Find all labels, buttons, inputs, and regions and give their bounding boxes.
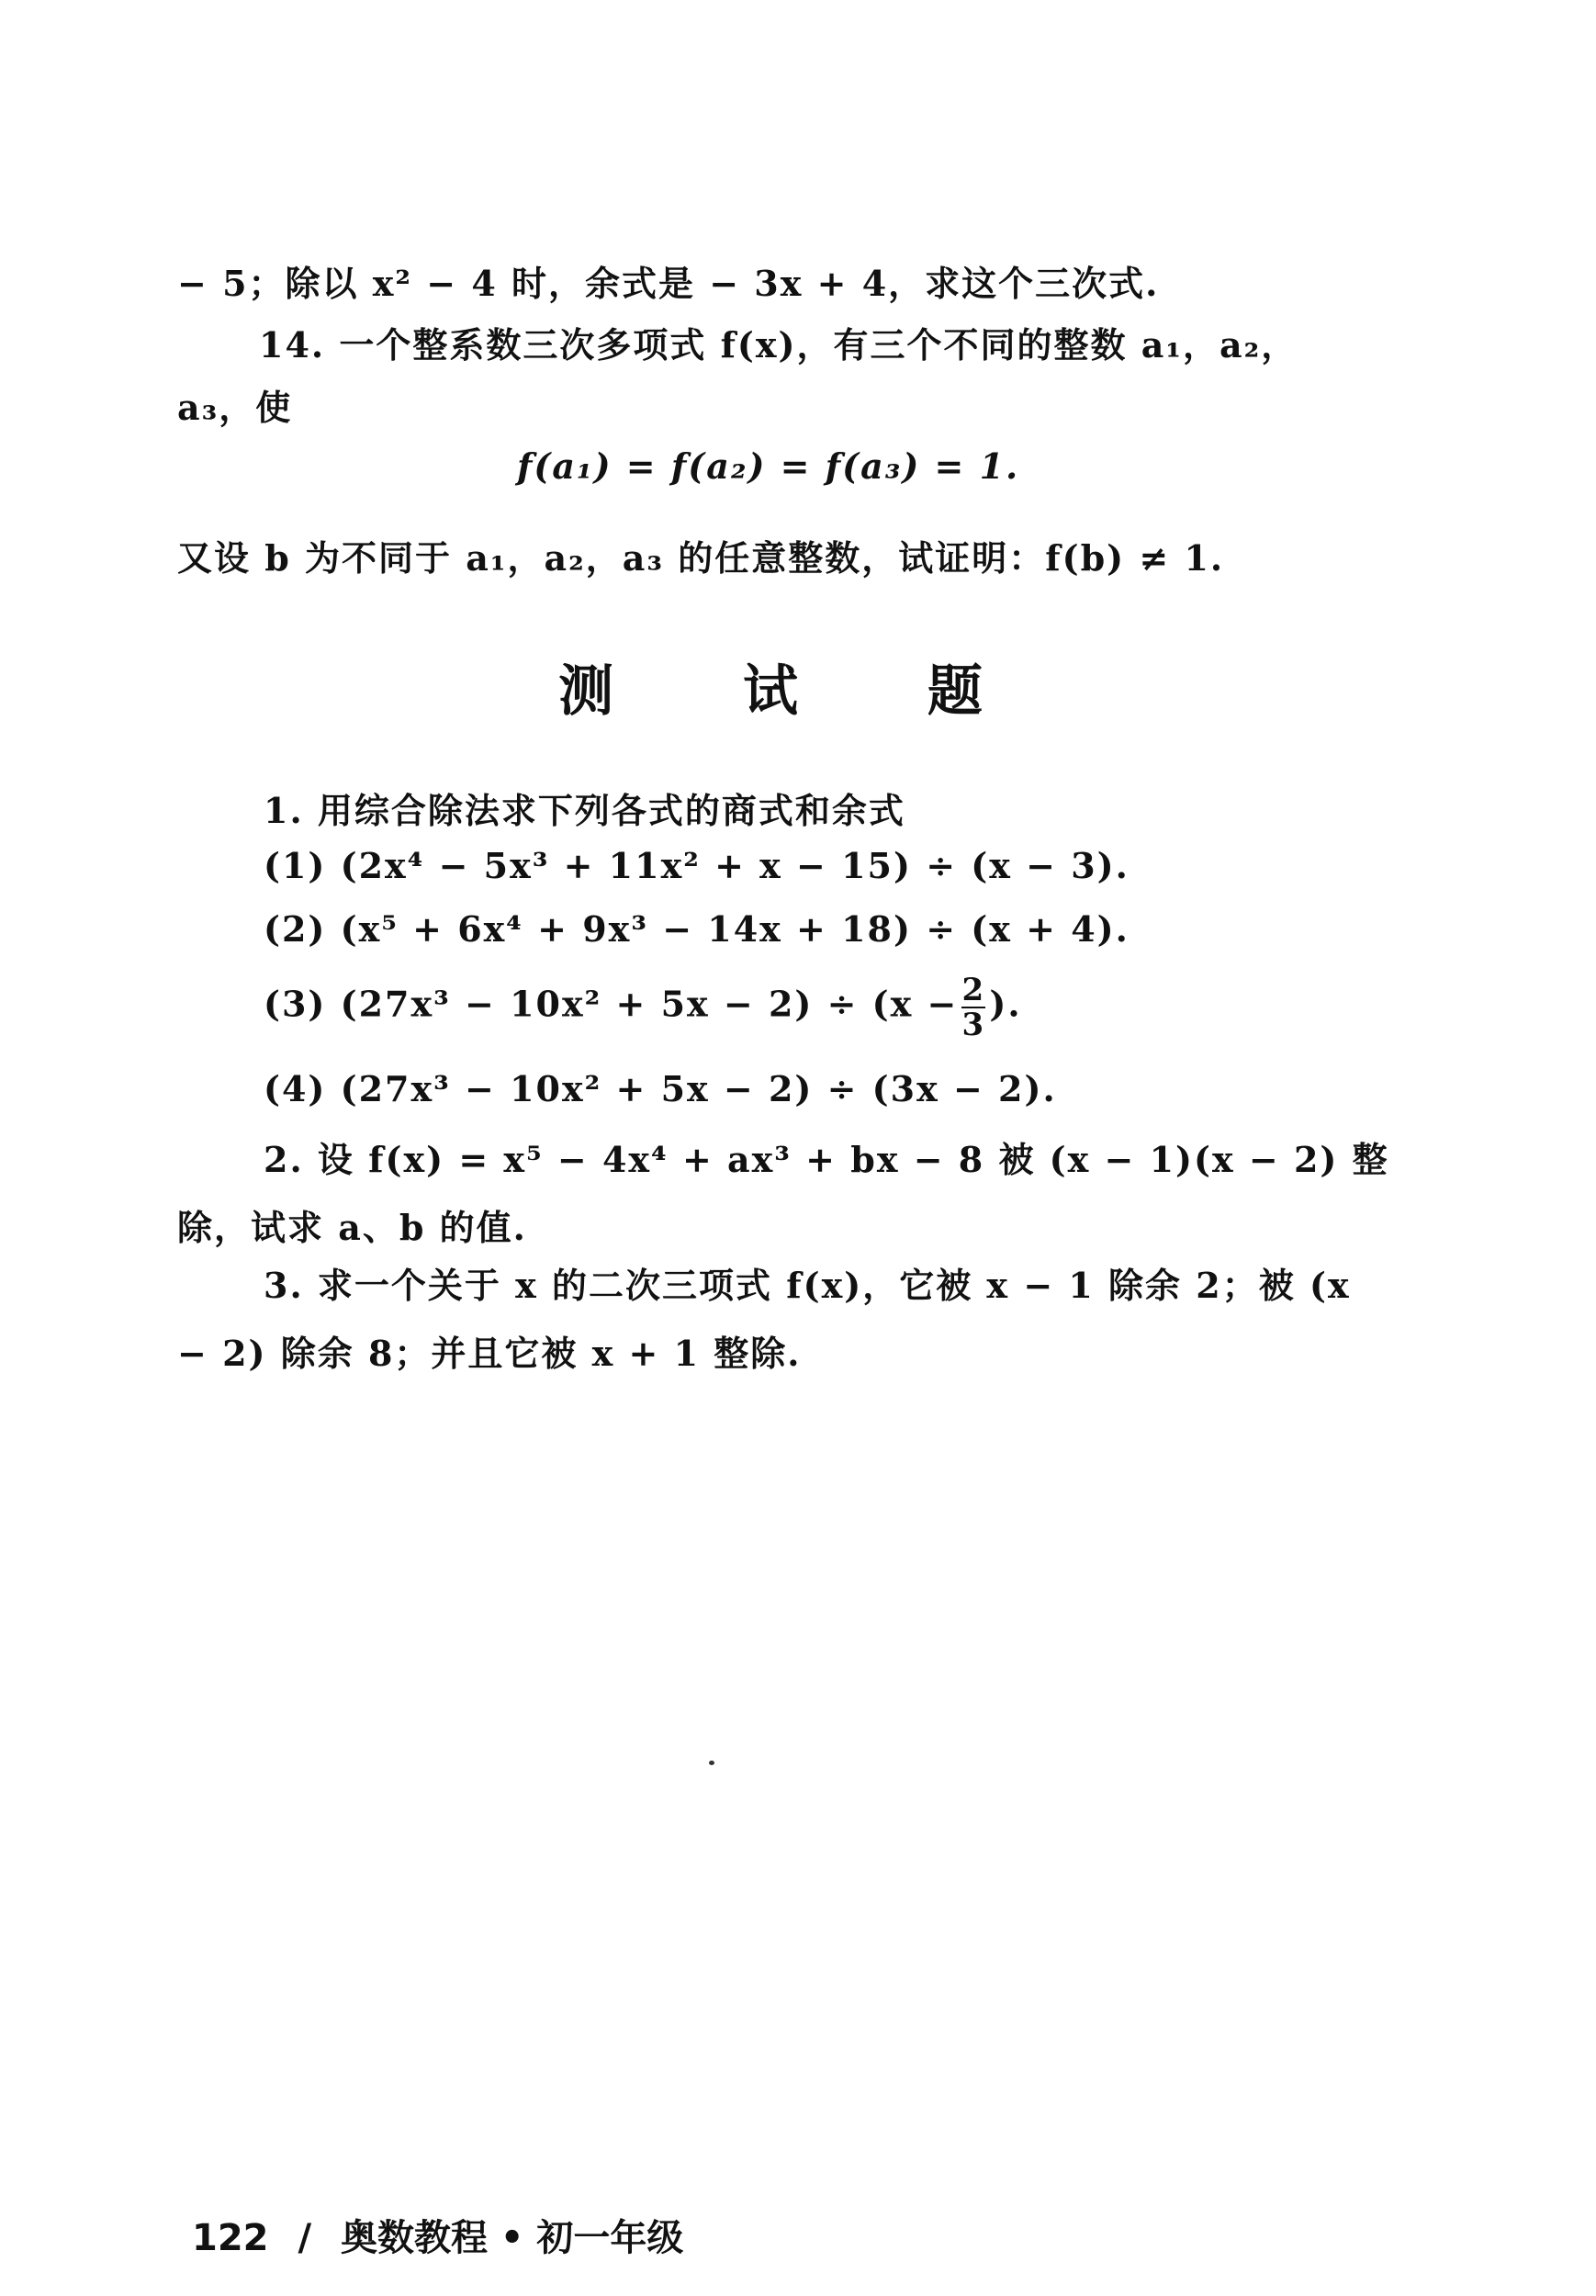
problem-2-cont: 除，试求 a、b 的值. [177, 1207, 527, 1248]
problem-3-cont: − 2) 除余 8；并且它被 x + 1 整除. [177, 1333, 802, 1374]
footer-separator: / [298, 2217, 312, 2259]
problem-3: 3. 求一个关于 x 的二次三项式 f(x)，它被 x − 1 除余 2；被 (x [264, 1265, 1351, 1306]
equation: f(a₁) = f(a₂) = f(a₃) = 1. [517, 445, 1020, 487]
fraction [961, 974, 985, 1041]
problem-1: 1. 用综合除法求下列各式的商式和余式 [264, 790, 905, 831]
text-line: 又设 b 为不同于 a₁，a₂，a₃ 的任意整数，试证明：f(b) ≠ 1. [177, 537, 1225, 579]
problem-14: 14. 一个整系数三次多项式 f(x)，有三个不同的整数 a₁，a₂， [259, 324, 1298, 366]
expression-end: ). [989, 983, 1022, 1025]
section-title: 测 试 题 [558, 659, 1038, 724]
expression: (3) (27x³ − 10x² + 5x − 2) ÷ (x − [264, 983, 959, 1025]
page-number: 122 [192, 2217, 269, 2259]
page-footer [192, 2209, 700, 2261]
scan-speck [709, 1761, 714, 1765]
book-title: 奥数教程 • 初一年级 [340, 2217, 684, 2259]
problem-2: 2. 设 f(x) = x⁵ − 4x⁴ + ax³ + bx − 8 被 (x − 1)(x − 2) 整 [264, 1139, 1389, 1180]
problem-1-1: (1) (2x⁴ − 5x³ + 11x² + x − 15) ÷ (x − 3). [264, 845, 1130, 886]
problem-1-4: (4) (27x³ − 10x² + 5x − 2) ÷ (3x − 2). [264, 1068, 1057, 1109]
denominator: 3 [961, 1007, 986, 1043]
problem-1-3 [264, 974, 1022, 1041]
text-line: a₃，使 [177, 387, 293, 428]
problem-1-2: (2) (x⁵ + 6x⁴ + 9x³ − 14x + 18) ÷ (x + 4). [264, 908, 1130, 950]
text-line: − 5；除以 x² − 4 时，余式是 − 3x + 4，求这个三次式. [177, 263, 1160, 304]
numerator: 2 [961, 972, 986, 1008]
